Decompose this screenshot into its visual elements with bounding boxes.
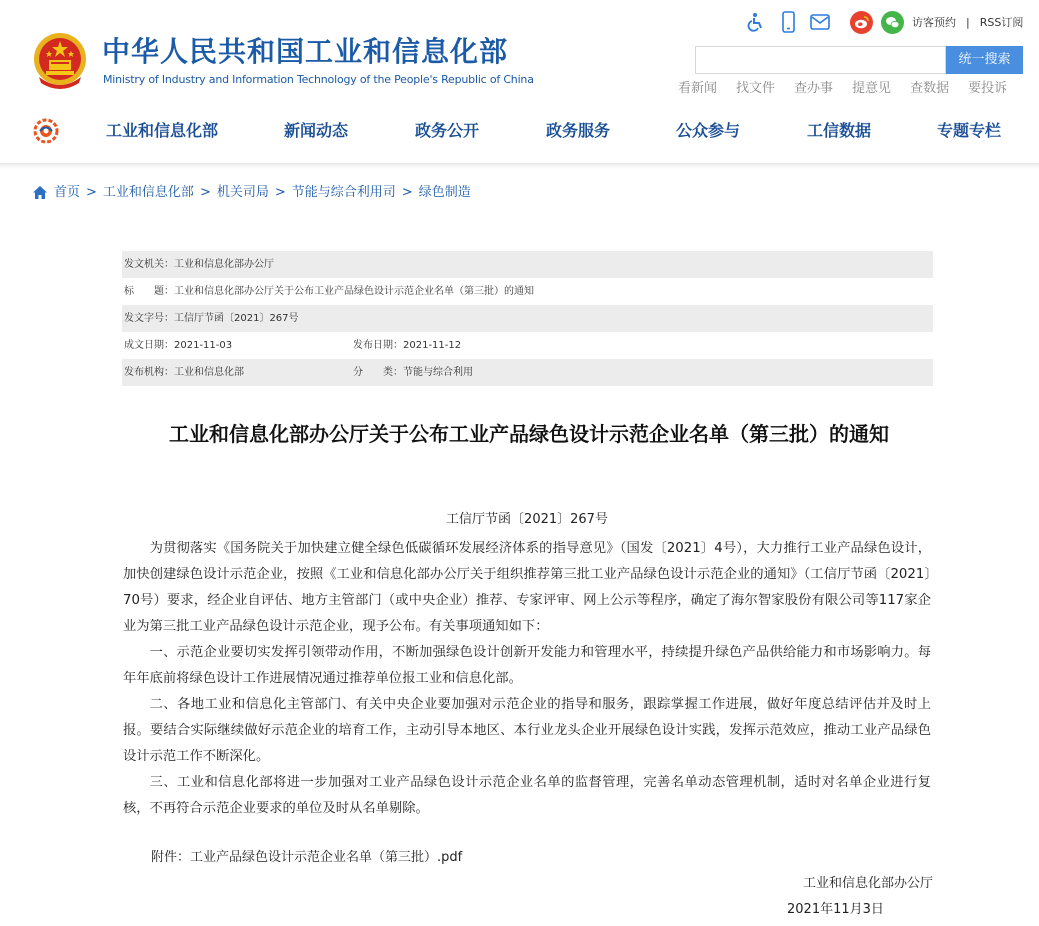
- body-paragraph: 为贯彻落实《国务院关于加快建立健全绿色低碳循环发展经济体系的指导意见》（国发〔2021〕4号），大力推行工业产品绿色设计，加快创建绿色设计示范企业，按照《工业和信息化部办公厅关于组织推荐第三批工业产品绿色设计示范企业的通知》（工信厅节函〔2021〕70号）要求，经企业自评估、地方主管部门（或中央企业）推荐、专家评审、网上公示等程序，确定了海尔智家股份有限公司等117家企业为第三批工业产品绿色设计示范企业，现予公布。有关事项通知如下：: [123, 541, 931, 634]
- search-input[interactable]: [695, 46, 946, 74]
- quick-link-data[interactable]: 查数据: [910, 81, 950, 96]
- document-signer: 工业和信息化部办公厅: [802, 876, 933, 891]
- info-row-doc-no: [122, 305, 933, 332]
- header-shadow: [0, 163, 1039, 169]
- info-row-dates: [122, 332, 933, 359]
- info-org: 发布机构：工业和信息化部: [124, 367, 244, 378]
- visit-appointment-link[interactable]: 访客预约: [912, 16, 956, 29]
- attachment-link[interactable]: 附件：工业产品绿色设计示范企业名单（第三批）.pdf: [151, 850, 463, 865]
- info-title: 标 题：工业和信息化部办公厅关于公布工业产品绿色设计示范企业名单（第三批）的通知: [124, 286, 534, 297]
- info-row-org: [122, 359, 933, 386]
- home-icon[interactable]: [32, 185, 48, 201]
- document-body: [123, 536, 931, 822]
- breadcrumb-departments[interactable]: 机关司局: [216, 185, 269, 200]
- breadcrumb-green-manufacturing[interactable]: 绿色制造: [418, 185, 471, 200]
- site-title: 中华人民共和国工业和信息化部: [102, 35, 509, 68]
- mail-icon[interactable]: [808, 10, 832, 34]
- nav-item-gov-affairs[interactable]: 政务公开: [414, 121, 480, 140]
- info-category: 分 类：节能与综合利用: [353, 367, 473, 378]
- quick-link-complaint[interactable]: 要投诉: [968, 81, 1008, 96]
- weibo-icon[interactable]: [850, 11, 873, 34]
- breadcrumb-separator: >: [401, 185, 413, 200]
- accessibility-icon[interactable]: [744, 10, 768, 34]
- quick-link-services[interactable]: 查办事: [794, 81, 834, 96]
- document-date: 2021年11月3日: [787, 902, 884, 917]
- search-button[interactable]: 统一搜索: [946, 46, 1023, 74]
- site-subtitle: Ministry of Industry and Information Technology of the People's Republic of China: [103, 73, 534, 86]
- mobile-icon[interactable]: [776, 10, 800, 34]
- info-publish-date: 发布日期：2021-11-12: [353, 340, 462, 351]
- info-issuer: 发文机关：工业和信息化部办公厅: [124, 259, 274, 270]
- site-header: [0, 0, 1039, 163]
- body-paragraph: 一、示范企业要切实发挥引领带动作用，不断加强绿色设计创新开发能力和管理水平，持续提升绿色产品供给能力和市场影响力。每年年底前将绿色设计工作进展情况通过推荐单位报工业和信息化部。: [123, 645, 931, 686]
- document-info-table: [122, 251, 933, 386]
- rss-link[interactable]: RSS订阅: [979, 16, 1024, 29]
- quick-link-news[interactable]: 看新闻: [678, 81, 718, 96]
- quick-link-feedback[interactable]: 提意见: [852, 81, 892, 96]
- document-number: 工信厅节函〔2021〕267号: [446, 512, 608, 527]
- main-nav: [0, 118, 1039, 144]
- nav-item-public-participation[interactable]: 公众参与: [675, 121, 741, 140]
- breadcrumb: [32, 184, 471, 202]
- quick-links: [678, 81, 1007, 97]
- wechat-icon[interactable]: [881, 11, 904, 34]
- breadcrumb-separator: >: [86, 185, 97, 200]
- breadcrumb-separator: >: [199, 185, 211, 200]
- nav-item-gov-services[interactable]: 政务服务: [545, 121, 611, 140]
- nav-item-ministry[interactable]: 工业和信息化部: [105, 121, 219, 140]
- nav-item-special-topics[interactable]: 专题专栏: [936, 121, 1002, 140]
- info-row-title: [122, 278, 933, 305]
- breadcrumb-separator: >: [274, 185, 286, 200]
- body-paragraph: 二、各地工业和信息化主管部门、有关中央企业要加强对示范企业的指导和服务，跟踪掌握工作进展，做好年度总结评估并及时上报。要结合实际继续做好示范企业的培育工作，主动引导本地区、本行业龙头企业开展绿色设计实践，发挥示范效应，推动工业产品绿色设计示范工作不断深化。: [123, 697, 931, 764]
- breadcrumb-home[interactable]: 首页: [54, 185, 81, 200]
- breadcrumb-ministry[interactable]: 工业和信息化部: [102, 185, 194, 200]
- quick-link-files[interactable]: 找文件: [736, 81, 776, 96]
- nav-item-data[interactable]: 工信数据: [806, 121, 872, 140]
- info-doc-no: 发文字号：工信厅节函〔2021〕267号: [124, 313, 299, 324]
- info-row-issuer: [122, 251, 933, 278]
- nav-item-news[interactable]: 新闻动态: [283, 121, 349, 140]
- top-toolbar: [744, 9, 1023, 35]
- breadcrumb-energy-dept[interactable]: 节能与综合利用司: [291, 185, 396, 200]
- document-title: 工业和信息化部办公厅关于公布工业产品绿色设计示范企业名单（第三批）的通知: [169, 422, 889, 446]
- info-created-date: 成文日期：2021-11-03: [124, 340, 233, 351]
- body-paragraph: 三、工业和信息化部将进一步加强对工业产品绿色设计示范企业名单的监督管理，完善名单动态管理机制，适时对名单企业进行复核，不再符合示范企业要求的单位及时从名单剔除。: [123, 775, 931, 816]
- national-emblem-icon: [31, 31, 89, 91]
- top-separator: |: [966, 15, 970, 29]
